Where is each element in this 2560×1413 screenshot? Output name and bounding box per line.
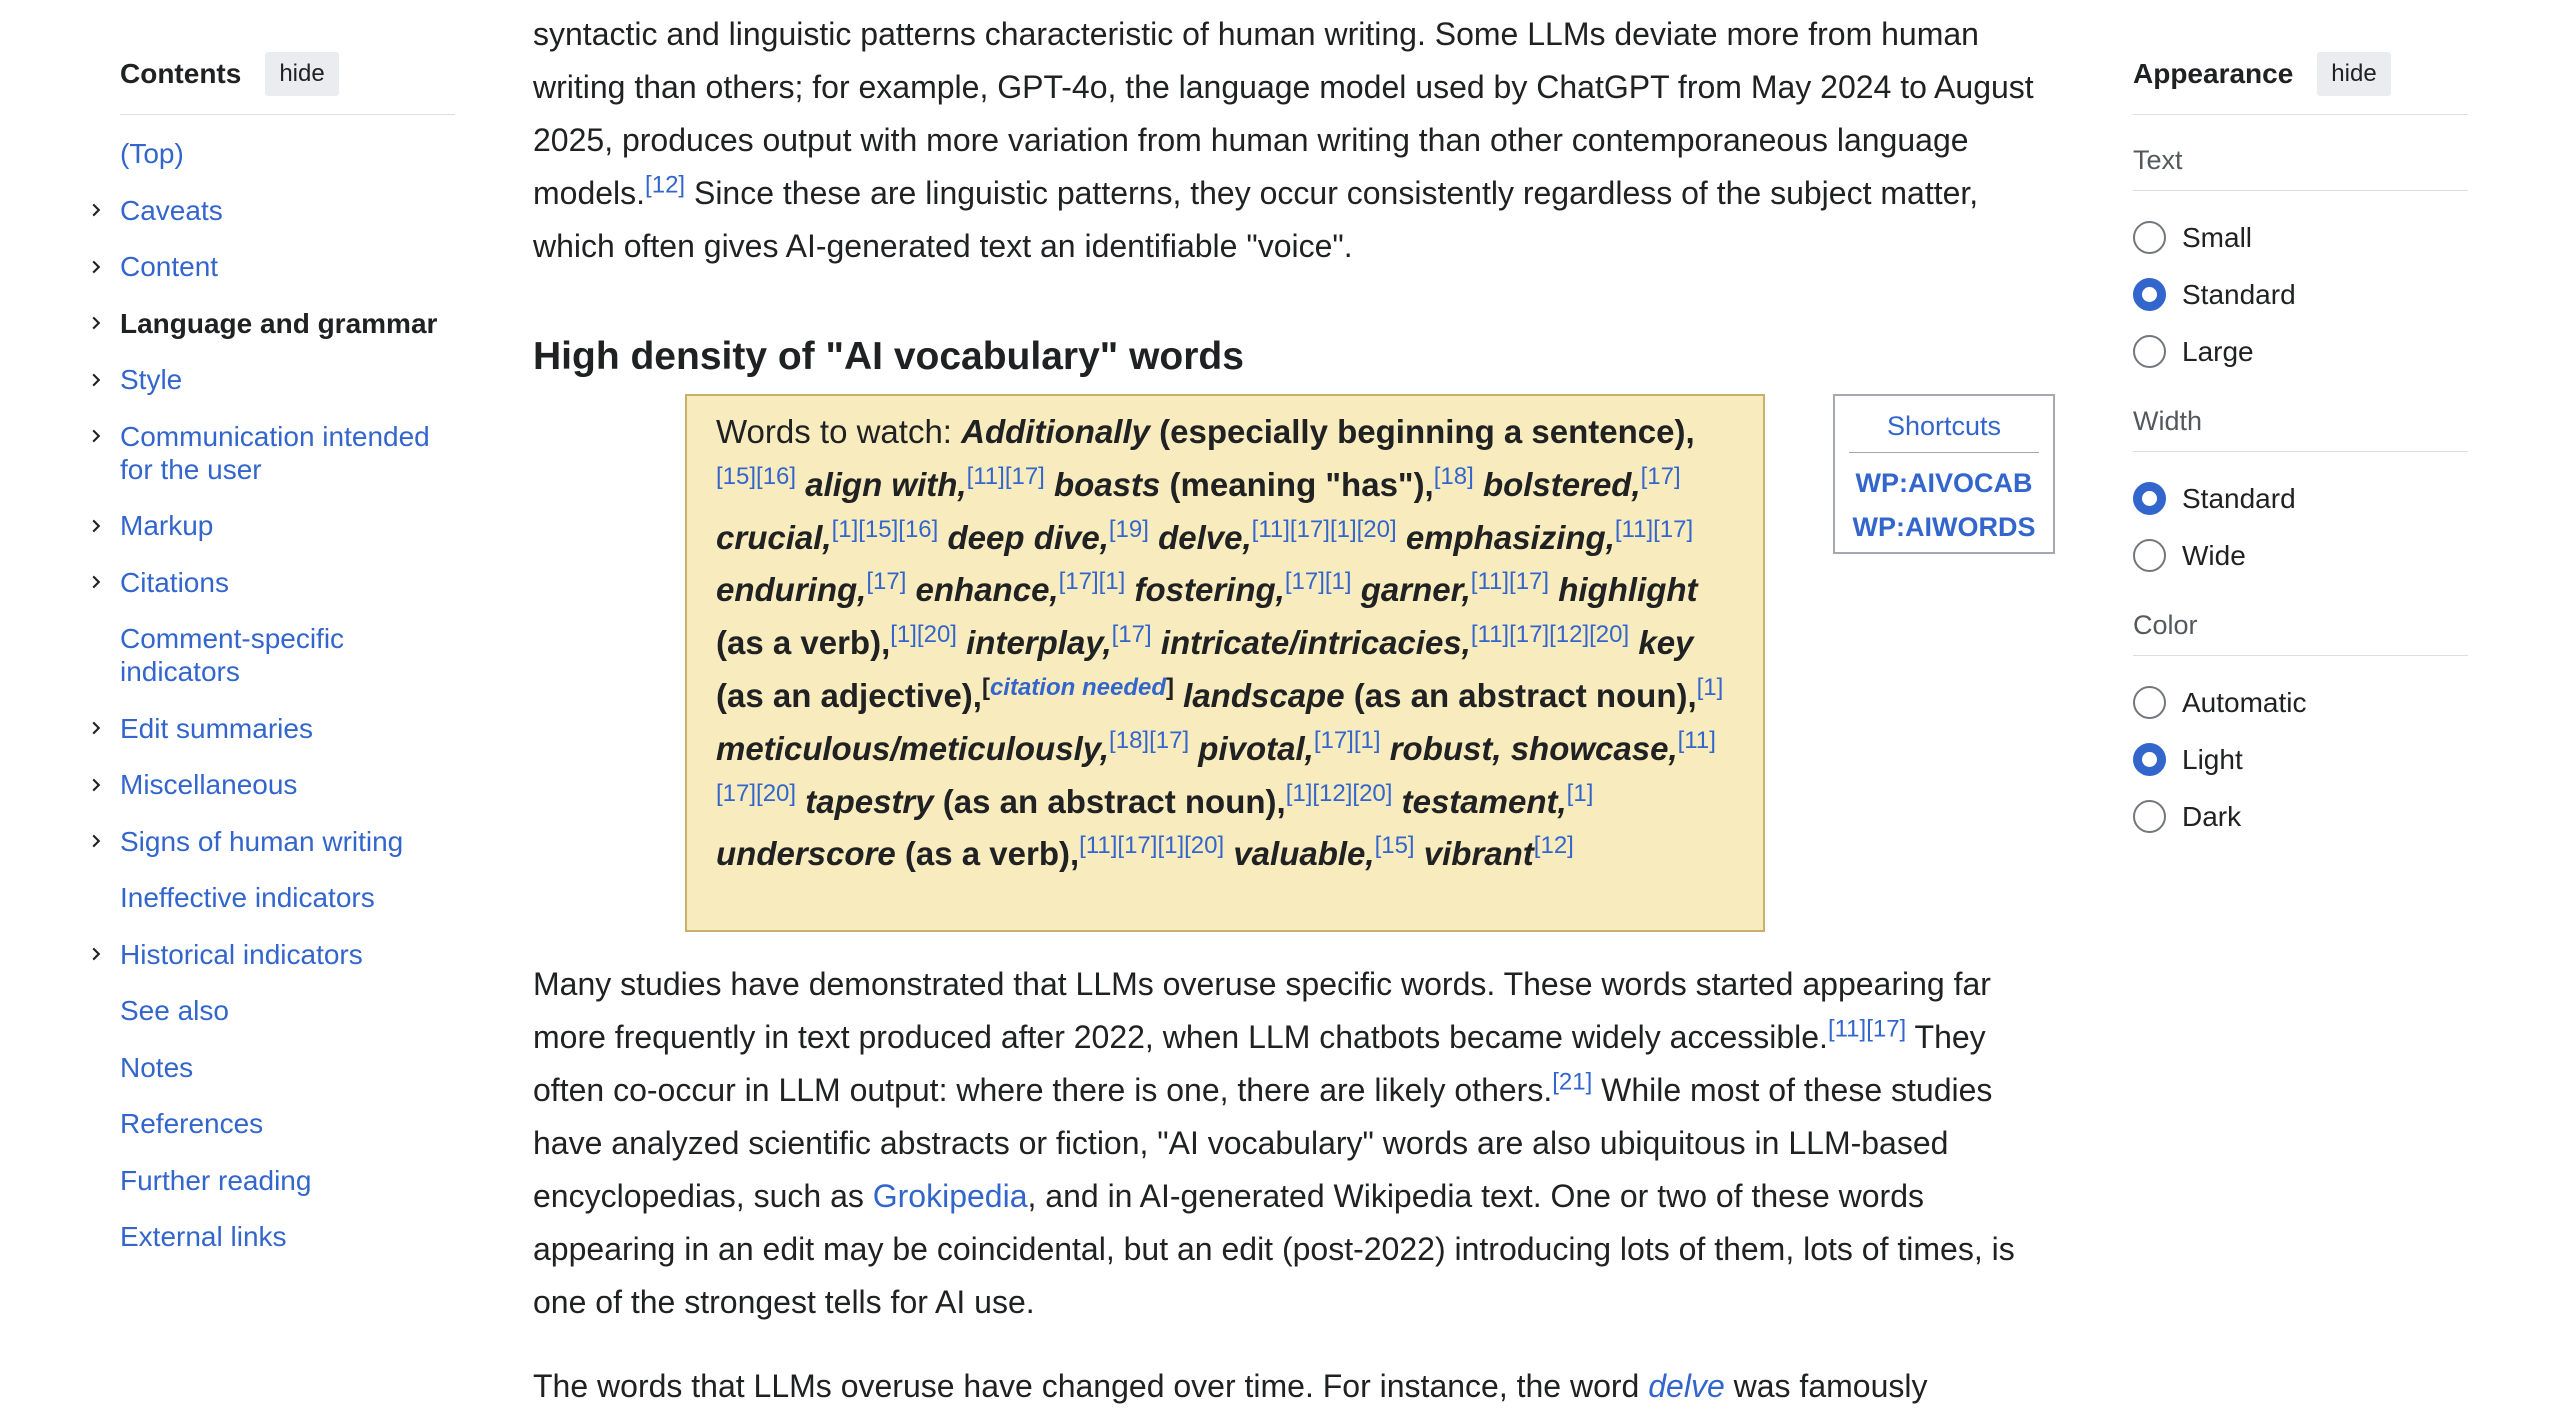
radio-label: Large xyxy=(2182,335,2254,367)
radio-option[interactable] xyxy=(2133,731,2468,788)
watch-note: (as a verb), xyxy=(716,624,891,662)
toc-item-label[interactable]: Further reading xyxy=(120,1164,312,1196)
toc-item-label[interactable]: Historical indicators xyxy=(120,938,363,970)
radio-label: Automatic xyxy=(2182,686,2307,718)
toc-item[interactable] xyxy=(120,1107,455,1140)
toc-item[interactable] xyxy=(120,938,455,971)
reference-link[interactable]: [1][20] xyxy=(890,621,957,649)
chevron-right-icon[interactable] xyxy=(84,194,108,227)
reference-link[interactable]: [11][17][1][20] xyxy=(1251,515,1397,543)
toc-item-label[interactable]: Notes xyxy=(120,1051,194,1083)
watch-word: robust, xyxy=(1389,729,1502,767)
radio-option[interactable] xyxy=(2133,674,2468,731)
toc-item[interactable] xyxy=(120,137,455,170)
reference-link[interactable]: [1][12][20] xyxy=(1285,779,1393,807)
toc-item[interactable] xyxy=(120,307,455,340)
appearance-groups xyxy=(2133,145,2468,845)
radio-option[interactable] xyxy=(2133,266,2468,323)
para-text: , and in AI-generated Wikipedia text. One or two of these words appearing in an edit may be coincidental, but an edit (post-2022) introducing lots of them, lots of times, is one of the strongest tells for AI use. xyxy=(533,1178,2015,1320)
chevron-right-icon[interactable] xyxy=(84,509,108,542)
toc-item-label[interactable]: References xyxy=(120,1108,264,1139)
radio-button[interactable] xyxy=(2133,278,2166,311)
watch-note: (meaning "has"), xyxy=(1160,465,1434,503)
appearance-group-label: Width xyxy=(2133,406,2468,452)
watch-word: intricate/intricacies, xyxy=(1160,624,1471,662)
reference-link[interactable]: [17][1] xyxy=(1313,726,1381,754)
reference-link[interactable]: [18] xyxy=(1433,462,1474,490)
reference-link[interactable]: [11][17][12][20] xyxy=(1470,621,1630,649)
watch-word: highlight xyxy=(1558,571,1698,609)
watch-word: Additionally xyxy=(961,413,1150,450)
toc-item-label[interactable]: Miscellaneous xyxy=(120,769,298,800)
toc-item-label[interactable]: Content xyxy=(120,251,219,282)
toc-item[interactable] xyxy=(120,994,455,1027)
toc-item[interactable] xyxy=(120,712,455,745)
watch-word: key xyxy=(1638,624,1694,662)
citation-needed-link[interactable]: citation needed xyxy=(989,673,1166,701)
appearance-header xyxy=(2133,52,2468,115)
chevron-right-icon[interactable] xyxy=(84,768,108,801)
reference-link[interactable]: [17] xyxy=(1111,621,1152,649)
toc-item-label[interactable]: Language and grammar xyxy=(120,307,438,339)
shortcut-aiwords-link[interactable]: WP:AIWORDS xyxy=(1852,512,2036,542)
radio-group xyxy=(2133,674,2468,845)
intro-paragraph xyxy=(533,8,2053,273)
chevron-right-icon[interactable] xyxy=(84,566,108,599)
toc-item-label[interactable]: Ineffective indicators xyxy=(120,882,375,913)
chevron-right-icon[interactable] xyxy=(84,363,108,396)
shortcut-aivocab-link[interactable]: WP:AIVOCAB xyxy=(1855,468,2033,498)
toc-item[interactable] xyxy=(120,1051,455,1084)
reference-link[interactable]: [21] xyxy=(1552,1068,1593,1096)
reference-link[interactable]: [11][17] xyxy=(966,462,1045,490)
radio-option[interactable] xyxy=(2133,209,2468,266)
toc-item-label[interactable]: External links xyxy=(120,1221,287,1252)
intro-text-1: syntactic and linguistic patterns characteristic of human writing. Some LLMs deviate more from human writing than others; for example, GPT-4o, the language model used by ChatGPT from May 2024 to August 2025, produces output with more variation from human writing than other contemporaneous language models. xyxy=(533,16,2034,211)
watch-word: align with, xyxy=(805,465,967,503)
watch-word: enduring, xyxy=(716,571,867,609)
toc-item-label[interactable]: (Top) xyxy=(120,138,184,169)
watch-word: tapestry xyxy=(805,782,934,820)
watch-word: enhance, xyxy=(915,571,1059,609)
section-heading: High density of "AI vocabulary" words xyxy=(533,335,1244,378)
watch-word: showcase, xyxy=(1510,729,1678,767)
cn-bracket: [ xyxy=(981,673,990,701)
para-text: was famously xyxy=(1724,1368,1928,1404)
studies-paragraph xyxy=(533,958,2053,1329)
reference-link[interactable]: [11][17][1][20] xyxy=(1079,832,1225,860)
grokipedia-link[interactable]: Grokipedia xyxy=(872,1178,1028,1214)
toc-item[interactable] xyxy=(120,768,455,801)
radio-button[interactable] xyxy=(2133,539,2166,572)
reference-link[interactable]: [17][1] xyxy=(1284,568,1352,596)
radio-option[interactable] xyxy=(2133,470,2468,527)
radio-button[interactable] xyxy=(2133,686,2166,719)
watch-word: vibrant xyxy=(1423,835,1534,873)
reference-link[interactable]: [1] xyxy=(1696,673,1724,701)
intro-text-2: Since these are linguistic patterns, they occur consistently regardless of the subject matter, which often gives AI-generated text an identifiable "voice". xyxy=(533,175,1979,264)
reference-link[interactable]: [18][17] xyxy=(1109,726,1190,754)
watch-word: pivotal, xyxy=(1198,729,1314,767)
delve-link[interactable]: delve xyxy=(1648,1368,1725,1404)
appearance-group xyxy=(2133,406,2468,584)
reference-link[interactable]: [17] xyxy=(866,568,907,596)
watch-note: (especially beginning a sentence), xyxy=(1150,413,1695,450)
shortcuts-title[interactable]: Shortcuts xyxy=(1849,406,2039,453)
appearance-hide-button[interactable]: hide xyxy=(2317,52,2390,96)
cn-bracket: ] xyxy=(1165,673,1174,701)
watch-word: meticulous/meticulously, xyxy=(716,729,1110,767)
para-text: The words that LLMs overuse have changed over time. For instance, the word xyxy=(533,1368,1649,1404)
toc-title: Contents xyxy=(120,58,242,89)
toc-item-label[interactable]: See also xyxy=(120,995,229,1026)
toc-header xyxy=(120,52,455,115)
words-to-watch-box xyxy=(685,394,1765,932)
toc-item-label[interactable]: Signs of human writing xyxy=(120,825,404,857)
reference-link[interactable]: [19] xyxy=(1108,515,1149,543)
reference-link[interactable]: [17][1] xyxy=(1058,568,1126,596)
watch-note: (as a verb), xyxy=(895,835,1080,873)
radio-button[interactable] xyxy=(2133,221,2166,254)
reference-link[interactable]: [11][17][20] xyxy=(716,726,1716,807)
watch-word: emphasizing, xyxy=(1405,518,1615,556)
chevron-right-icon[interactable] xyxy=(84,307,108,340)
watch-word: garner, xyxy=(1360,571,1471,609)
watch-word: landscape xyxy=(1183,676,1345,714)
toc-item[interactable] xyxy=(120,825,455,858)
watch-word: underscore xyxy=(716,835,896,873)
watch-word: interplay, xyxy=(966,624,1112,662)
watch-word: crucial, xyxy=(716,518,832,556)
toc-list xyxy=(120,137,455,1253)
chevron-right-icon[interactable] xyxy=(84,250,108,283)
toc-hide-button[interactable]: hide xyxy=(265,52,338,96)
radio-label: Standard xyxy=(2182,482,2296,514)
toc-item-label[interactable]: Style xyxy=(120,364,183,395)
watch-word: boasts xyxy=(1054,465,1161,503)
reference-link[interactable]: [1][15][16] xyxy=(831,515,939,543)
chevron-right-icon[interactable] xyxy=(84,825,108,858)
toc-item[interactable] xyxy=(120,420,455,486)
reference-link[interactable]: [15][16] xyxy=(716,462,797,490)
appearance-group-label: Text xyxy=(2133,145,2468,191)
reference-link[interactable]: [17] xyxy=(1640,462,1681,490)
para-text: Many studies have demonstrated that LLMs overuse specific words. These words started appearing far more frequently in text produced after 2022, when LLM chatbots became widely accessible. xyxy=(533,966,1991,1055)
watch-word: valuable, xyxy=(1233,835,1375,873)
reference-link[interactable]: [1] xyxy=(1566,779,1594,807)
radio-group xyxy=(2133,209,2468,380)
reference-link[interactable]: [12] xyxy=(645,171,686,199)
radio-label: Wide xyxy=(2182,539,2246,571)
radio-label: Standard xyxy=(2182,278,2296,310)
watch-note: (as an abstract noun), xyxy=(1344,676,1697,714)
toc-item[interactable] xyxy=(120,881,455,914)
para-text: While most of these studies have analyzed scientific abstracts or fiction, "AI vocabulary" words are also ubiquitous in LLM-based encyclopedias, such as xyxy=(533,1072,1993,1214)
radio-option[interactable] xyxy=(2133,527,2468,584)
article-content xyxy=(533,0,2053,1404)
shortcuts-box xyxy=(1833,394,2055,554)
radio-group xyxy=(2133,470,2468,584)
radio-button[interactable] xyxy=(2133,743,2166,776)
appearance-title: Appearance xyxy=(2133,58,2294,89)
reference-link[interactable]: [11][17] xyxy=(1827,1015,1907,1043)
para-text: They often co-occur in LLM output: where there is one, there are likely others. xyxy=(533,1019,1986,1108)
watch-word: deep dive, xyxy=(947,518,1109,556)
watch-note: (as an abstract noun), xyxy=(933,782,1286,820)
reference-link[interactable]: [11][17] xyxy=(1470,568,1550,596)
radio-button[interactable] xyxy=(2133,335,2166,368)
appearance-panel xyxy=(2133,52,2468,845)
words-over-time-paragraph xyxy=(533,1360,2053,1413)
toc-item-label[interactable]: Caveats xyxy=(120,194,223,226)
watch-word: bolstered, xyxy=(1482,465,1641,503)
radio-button[interactable] xyxy=(2133,482,2166,515)
toc-item[interactable] xyxy=(120,566,455,599)
toc-item-label[interactable]: Comment-specific indicators xyxy=(120,623,345,687)
reference-link[interactable]: [11][17] xyxy=(1614,515,1694,543)
watch-note: (as an adjective), xyxy=(716,676,982,714)
toc-item[interactable] xyxy=(120,363,455,396)
radio-option[interactable] xyxy=(2133,323,2468,380)
toc-item[interactable] xyxy=(120,1164,455,1197)
table-of-contents xyxy=(120,52,455,1277)
toc-item[interactable] xyxy=(120,1220,455,1253)
appearance-group xyxy=(2133,145,2468,380)
chevron-right-icon[interactable] xyxy=(84,420,108,453)
chevron-right-icon[interactable] xyxy=(84,938,108,971)
watch-word: fostering, xyxy=(1134,571,1285,609)
toc-item-label[interactable]: Communication intended for the user xyxy=(120,420,430,485)
appearance-group-label: Color xyxy=(2133,610,2468,656)
toc-item[interactable] xyxy=(120,250,455,283)
toc-item[interactable] xyxy=(120,509,455,542)
radio-label: Light xyxy=(2182,743,2243,775)
watch-lead: Words to watch: xyxy=(716,413,962,450)
chevron-right-icon[interactable] xyxy=(84,712,108,745)
radio-option[interactable] xyxy=(2133,788,2468,845)
reference-link[interactable]: [12] xyxy=(1533,832,1574,860)
toc-item[interactable] xyxy=(120,194,455,227)
watch-word: testament, xyxy=(1401,782,1567,820)
toc-item-label[interactable]: Edit summaries xyxy=(120,712,313,744)
radio-label: Small xyxy=(2182,221,2253,253)
appearance-group xyxy=(2133,610,2468,845)
toc-item[interactable] xyxy=(120,622,455,688)
toc-item-label[interactable]: Markup xyxy=(120,510,214,541)
watch-word: delve, xyxy=(1158,518,1252,556)
toc-item-label[interactable]: Citations xyxy=(120,566,229,598)
reference-link[interactable]: [15] xyxy=(1374,832,1415,860)
radio-button[interactable] xyxy=(2133,800,2166,833)
radio-label: Dark xyxy=(2182,800,2242,832)
